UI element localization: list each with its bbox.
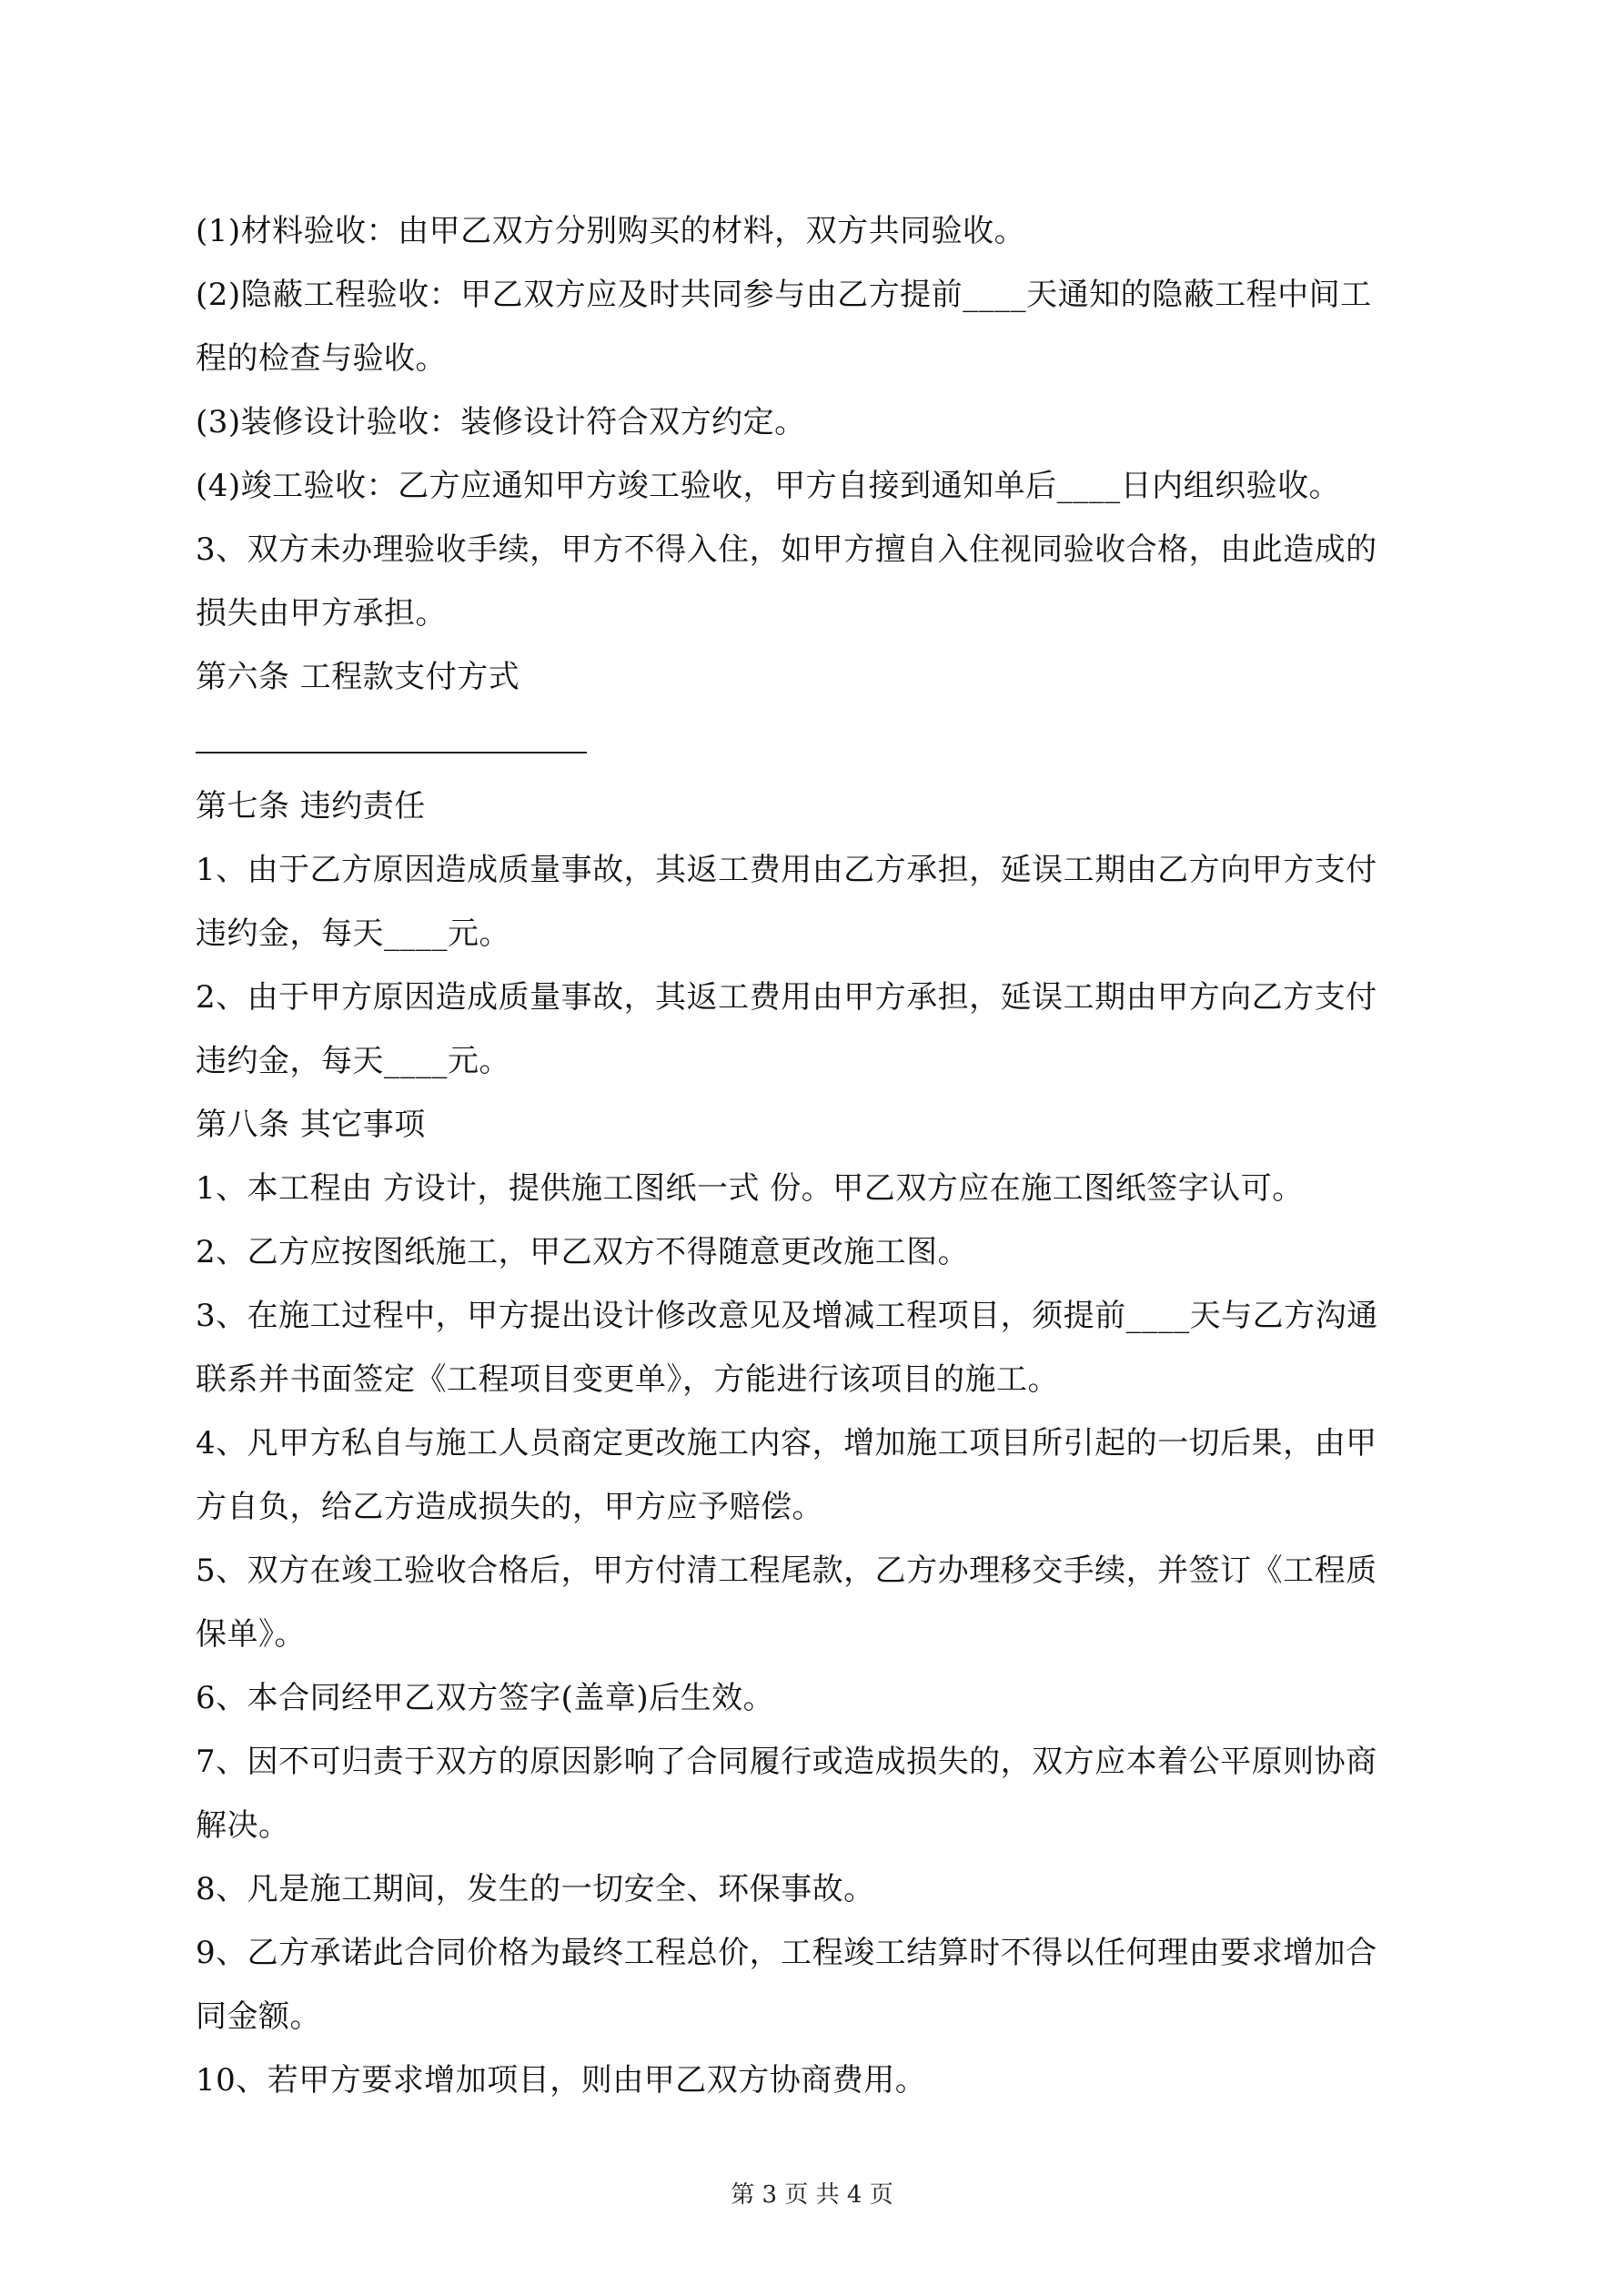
text-line: (4)竣工验收：乙方应通知甲方竣工验收，甲方自接到通知单后____日内组织验收。 — [196, 468, 1341, 504]
text-line: 9、乙方承诺此合同价格为最终工程总价，工程竣工结算时不得以任何理由要求增加合 — [196, 1935, 1377, 1971]
text-line: 违约金，每天____元。 — [196, 1043, 510, 1079]
text-line: 1、本工程由 方设计，提供施工图纸一式 份。甲乙双方应在施工图纸签字认可。 — [196, 1170, 1304, 1207]
text-line: 6、本合同经甲乙双方签字(盖章)后生效。 — [196, 1680, 775, 1716]
text-line: 解决。 — [196, 1807, 290, 1844]
text-line: 损失由甲方承担。 — [196, 595, 447, 632]
text-line: 4、凡甲方私自与施工人员商定更改施工内容，增加施工项目所引起的一切后果，由甲 — [196, 1425, 1377, 1462]
page-footer: 第 3 页 共 4 页 — [731, 2181, 893, 2209]
text-line: 程的检查与验收。 — [196, 340, 447, 377]
section-heading: 第六条 工程款支付方式 — [196, 659, 520, 695]
text-line: (2)隐蔽工程验收：甲乙双方应及时共同参与由乙方提前____天通知的隐蔽工程中间工 — [196, 277, 1372, 313]
text-line: 保单》。 — [196, 1616, 306, 1653]
text-line: 8、凡是施工期间，发生的一切安全、环保事故。 — [196, 1871, 875, 1907]
text-line: 方自负，给乙方造成损失的，甲方应予赔偿。 — [196, 1489, 823, 1525]
section-heading: 第八条 其它事项 — [196, 1107, 426, 1143]
text-line: 2、由于甲方原因造成质量事故，其返工费用由甲方承担，延误工期由甲方向乙方支付 — [196, 979, 1377, 1016]
text-line: 违约金，每天____元。 — [196, 915, 510, 952]
text-line: 1、由于乙方原因造成质量事故，其返工费用由乙方承担，延误工期由乙方向甲方支付 — [196, 852, 1377, 888]
text-line: 同金额。 — [196, 1998, 321, 2035]
blank-fill-line — [196, 752, 587, 754]
text-line: 7、因不可归责于双方的原因影响了合同履行或造成损失的，双方应本着公平原则协商 — [196, 1744, 1377, 1780]
text-line: (1)材料验收：由甲乙双方分别购买的材料，双方共同验收。 — [196, 213, 1026, 249]
text-line: 联系并书面签定《工程项目变更单》，方能进行该项目的施工。 — [196, 1361, 1059, 1398]
text-line: 2、乙方应按图纸施工，甲乙双方不得随意更改施工图。 — [196, 1234, 970, 1270]
text-line: 10、若甲方要求增加项目，则由甲乙双方协商费用。 — [196, 2062, 927, 2099]
section-heading: 第七条 违约责任 — [196, 788, 426, 824]
text-line: 3、在施工过程中，甲方提出设计修改意见及增减工程项目，须提前____天与乙方沟通 — [196, 1298, 1378, 1334]
text-line: 5、双方在竣工验收合格后，甲方付清工程尾款，乙方办理移交手续，并签订《工程质 — [196, 1553, 1377, 1589]
text-line: 3、双方未办理验收手续，甲方不得入住，如甲方擅自入住视同验收合格，由此造成的 — [196, 531, 1377, 568]
text-line: (3)装修设计验收：装修设计符合双方约定。 — [196, 404, 806, 440]
